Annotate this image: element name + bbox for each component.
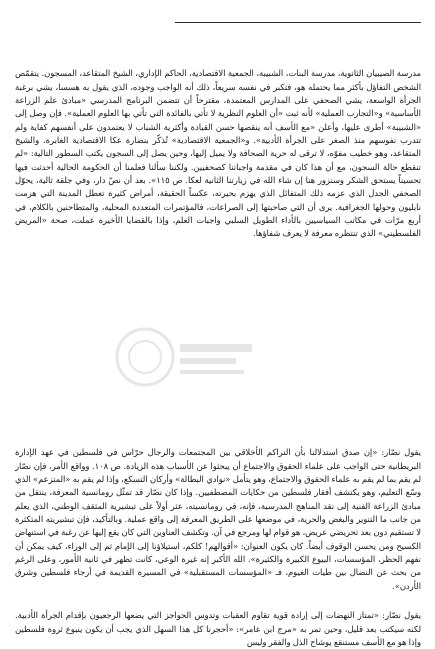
document-page — [14, 22, 422, 647]
header-rule — [175, 22, 421, 23]
body-paragraph-3: يقول نصّار: «تمتاز النهضات إلى إرادة قوية تقاوم العقبات وتدوس الحواجز التي يضعها الرجعيون بإقدام الجرأة الأدبية. لكنه سيكتب بعد قليل، وحين تمر به «مرج ابن عامر»: «أحجرنا كل هذا السهل الذي يجب أن يكون ينبوع ثروة فلسطين وإذا هو مع الأسف مستنقع يوشاح الذل والفقر وليس — [15, 610, 421, 647]
body-paragraph-1: مدرسة الصيبيان الثانوية، مدرسة البنات، الشبيبة، الجمعية الاقتصادية، الحاكم الإداري، الشيخ المتقاعد، المسجون. يتقمّص الشخص التفاؤل بأكثر مما يحتمله هو، فتكبر في نفسه سريعاً، ذلك أنه الواجب وجوده، الذي يقول به هسسا، يشي برغبة الجرأة الواسعة، يشي الصحفي على المدارس المعتمدة، مقترحاً أن تتضمن البرنامج المدرسي «مبادئ علم الزراعة الأساسية» و«التجارب العملية» لأنه ثبت «أن العلوم النظرية لا تأتي بالفائدة التي تأتي بها العلوم العملية». فإن وصل إلى «الشبيبة» أطرى عليها، وأعلن «مع الأسف أنه ينقصها حسن القيادة وأكثرية الشباب لا يعتمدون على أنفسهم كفاية ولم تتدرب نفوسهم منذ الصغر على الجرأة الأدبية». و«الجمعية الاقتصادية» تُذكّر بنضارة عكا الاقتصادية الغابرة. والشيخ المتقاعد، وهو خطيب مفوّه، لا ترقى له حرية الصحافة ولا يميل إليها، وحين يصل إلى السجون يكتب السطور التالية: «لم تنقطع حالة السجون، مع أن هذا كان في مقدمة واجباتنا كصحفيين. ولكننا سألنا فعلمنا أن الحكومة الحالية أحدثت فيها تحسيناً يستحق الشكر وسنزور هنا إن شاء الله في زيارتنا الثانية لعكا. ص ١١٥». بعد أن نصّ دار، وفي جلقة تالية، يحوّل الصحفي الجدل الذي عزمه ذلك المتفائل الذي يهزم بحيرته، عكساً الحقيقة، أمراض كثيرة تعطل المدينة التي هزمت نابليون وحولها الجغرافية. يرى أن التي صاحبتها إلى الصراعات، فالمؤتمرات المتعددة المحلية، والمتطاحنين بالكلام، في أربع مرّات في مكاتب السياسيين بالأداء الطويل السلبي واجبات العلم، وإذا بالقضايا الأخيرة عملت، صحة «المريض الفلسطيني» الذي تنتظره معرفة لا يعرف شفاؤها. — [15, 68, 422, 239]
body-paragraph-2: يقول نصّار: «إن صدق استدلالنا بأن التراكم الأخلاقي بين المجتمعات والرجال حرّاس في فلسطين في عهد الإدارة البريطانية حتى الواجب على علماء الحقوق والاجتماع أن يبحثوا عن الأسباب هذه الزيادة. ص ١٠٨. وواقع الأمر، فإن نصّار لم يقم بما لم يقم به علماء الحقوق والاجتماع، وهو يتأمل «نوادي البطالة» وأركان التسكع، وإذا لم يقم به «المتزعم» الذي وسّع التعليم، وهو يكتشف أفقار فلسطين من حكايات المصطفيين. وإذا كان نصّار قد تمثّل رومانسية المعرفة، ينتقل من مبادئ الزراعة الفنية إلى نقد المناهج المدرسية، فإنه، في رومانسيته، عثر أولاً على تبشيرية المثقف الوطني، الذي يعلم من جانب ما التنوير والبغض والحرية، في موضعها على الطريق المعرفة إلى واقع عملية. وبالتأكيد، فإن تبشيريته المتكثرة لا تستقيم دون بعد تحريضي عريض، هو قوام لها ومرجع في آن. وتكشف العناوين التي كان يقع إليها عن رغبة في استنهاض الكسيح ومن يحسن الوقوف أيضاً. كان يكون العنوان: «أقوالهم! كلكم، استيلاؤنا إلى الإمام ثم إلى الوراء، كيف يمكن أن نفهم الحظر، المؤسسات، البيوع الكبيرة والكثيرة». الله الأكبر إنه غيرة الوعي، كانت تظهر في ثانية الأمور، وعلى الرغم من بحث عن النضال بين طيات الغيوم، فـ «المؤسسات المستقبلية» في المسيرة القديمة في أرجاء فلسطين وشرق الأردن». — [15, 447, 421, 591]
